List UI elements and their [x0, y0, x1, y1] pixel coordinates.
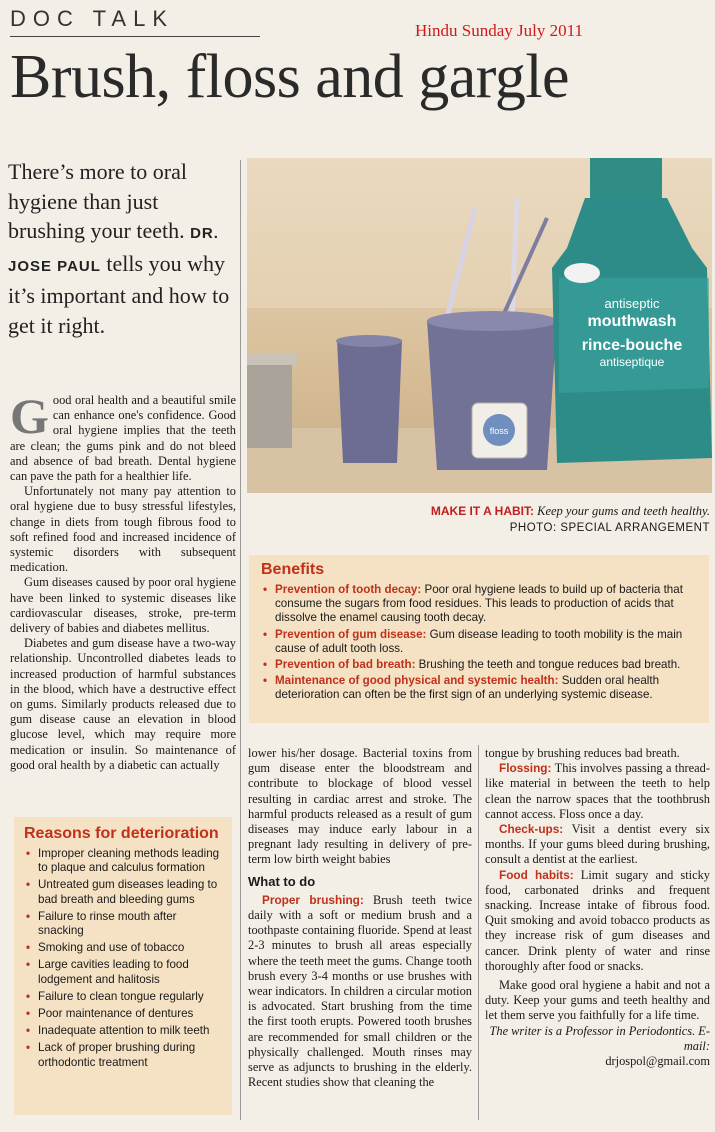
reasons-list: [24, 847, 224, 1070]
mouthwash-label-3: rince-bouche: [581, 337, 683, 354]
mouthwash-label-1: antiseptic: [604, 296, 660, 311]
list-item: • Untreated gum diseases leading to bad breath and bleeding gums: [26, 878, 218, 906]
list-item: • Prevention of gum disease: Gum disease leading to tooth mobility is the main cause of adult tooth loss.: [263, 627, 683, 655]
headline: Brush, floss and gargle: [10, 43, 570, 111]
paragraph: Good oral health and a beautiful smile can enhance one's confidence. Good oral hygiene implies that the teeth are clean; the gums pink and do not bleed and absence of bad breath. Dental hygiene can pave the path for a healthier life.: [10, 388, 236, 484]
benefits-title: Benefits: [261, 561, 325, 578]
list-item: • Poor maintenance of dentures: [26, 1007, 194, 1021]
paragraph: Gum diseases caused by poor oral hygiene have been linked to systemic diseases like cardiovascular diseases, stroke, pre-term delivery of babies and diabetes mellitus.: [10, 575, 236, 636]
list-item: • Large cavities leading to food lodgement and halitosis: [26, 958, 189, 986]
list-item: • Failure to rinse mouth after snacking: [26, 909, 177, 938]
caption-lead: MAKE IT A HABIT:: [430, 504, 534, 518]
photo-caption: [250, 503, 710, 537]
paragraph: Make good oral hygiene a habit and not a duty. Keep your gums and teeth healthy and let them serve you faithfully for a life time.: [485, 978, 710, 1023]
list-item: • Smoking and use of tobacco: [26, 941, 185, 955]
author-signoff: The writer is a Professor in Periodontics. E-mail:: [489, 1023, 710, 1053]
deck-text-after: tells you why it’s important and how to get it right.: [8, 250, 230, 338]
photo-credit: PHOTO: SPECIAL ARRANGEMENT: [509, 522, 710, 534]
drop-cap: G: [10, 388, 49, 444]
deck-text: There’s more to oral hygiene than just brushing your teeth.: [8, 159, 187, 243]
photo-illustration: [247, 158, 712, 493]
column-1-text: [10, 388, 236, 773]
list-item: • Prevention of bad breath: Brushing the teeth and tongue reduces bad breath.: [263, 658, 681, 672]
list-item: • Inadequate attention to milk teeth: [26, 1024, 210, 1038]
mouthwash-label-4: antiseptique: [599, 355, 665, 369]
list-item: • Prevention of tooth decay: Poor oral hygiene leads to build up of bacteria that consume the sugars from food residues. This leads to production of acids that dissolve the enamel causing tooth decay.: [263, 583, 683, 625]
paragraph: Food habits: Limit sugary and sticky food, carbonated drinks and frequent snacking. Increase intake of fibrous food. Quit smoking and avoid tobacco products as they increase risk of gum diseases and cancer. Drink plenty of water and rinse thoroughly after food or snacks.: [485, 867, 710, 973]
paragraph: tongue by brushing reduces bad breath.: [485, 746, 680, 760]
list-item: • Improper cleaning methods leading to plaque and calculus formation: [26, 847, 220, 875]
article-photo: [247, 158, 712, 493]
source-note: Hindu Sunday July 2011: [415, 21, 583, 40]
kicker-rule: [10, 36, 260, 37]
paragraph: Check-ups: Visit a dentist every six months. If your gums bleed during brushing, consult a dentist at the earliest.: [485, 822, 711, 867]
floss-label: floss: [489, 426, 509, 436]
deck: [8, 157, 240, 340]
column-2-text: [248, 746, 472, 1090]
mouthwash-label-2: mouthwash: [587, 313, 677, 330]
list-item: • Failure to clean tongue regularly: [26, 989, 204, 1003]
paragraph: Diabetes and gum disease have a two-way relationship. Uncontrolled diabetes leads to increased production of harmful substances in the blood, which have a destructive effect on gums. Similarly products released due to gum disease cause an elevation in blood glucose level, which may require more medication or insulin. So maintenance of good oral health by a diabetic can actually: [10, 636, 236, 772]
section-kicker: DOC TALK: [10, 6, 174, 31]
benefits-list: [261, 583, 699, 703]
author-email: drjospol@gmail.com: [605, 1054, 710, 1069]
author-byline: DR. JOSE PAUL: [8, 225, 219, 275]
reasons-box: [14, 817, 232, 1115]
reasons-title: Reasons for deterioration: [24, 825, 219, 842]
list-item: • Maintenance of good physical and systemic health: Sudden oral health deterioration can often be the first sign of an underlying systemic disease.: [263, 674, 660, 702]
paragraph: Flossing: This involves passing a thread-like material in between the teeth to help clean the narrow spaces that the toothbrush cannot access. Floss once a day.: [485, 761, 711, 821]
list-item: • Lack of proper brushing during orthodontic treatment: [26, 1041, 196, 1069]
benefits-box: [249, 555, 709, 723]
paragraph: Proper brushing: Brush teeth twice daily with a soft or medium brush and a toothpaste containing fluoride. Spend at least 2-3 minutes to brush all areas especially where the teeth meet the gums. Change tooth brush every 3-4 months or use brushes with wear indicators. In children a circular motion is advocated. Start brushing from the time the first tooth erupts. Powered tooth brushes are recommended for small children or the physically challenged. Mouth rinses may serve as adjuncts to brushing in the elderly. Recent studies show that cleaning the: [248, 892, 472, 1090]
column-rule-right: [478, 745, 479, 1120]
paragraph: Unfortunately not many pay attention to oral hygiene due to busy stressful lifestyles, change in diets from tough fibrous food to soft refined food and increased incidence of systemic disorders with subsequent medication.: [10, 484, 236, 575]
caption-text: Keep your gums and teeth healthy.: [537, 504, 710, 518]
paragraph: lower his/her dosage. Bacterial toxins from gum disease enter the bloodstream and contribute to blockage of blood vessel resulting in cardiac arrest and stroke. The harmful products released as a result of gum diseases may induce early labour in a pregnant lady resulting in delivery of pre-term low birth weight babies: [248, 746, 472, 867]
what-to-do-heading: What to do: [248, 873, 316, 889]
column-rule-left: [240, 160, 241, 1120]
column-3-text: [485, 746, 710, 1069]
